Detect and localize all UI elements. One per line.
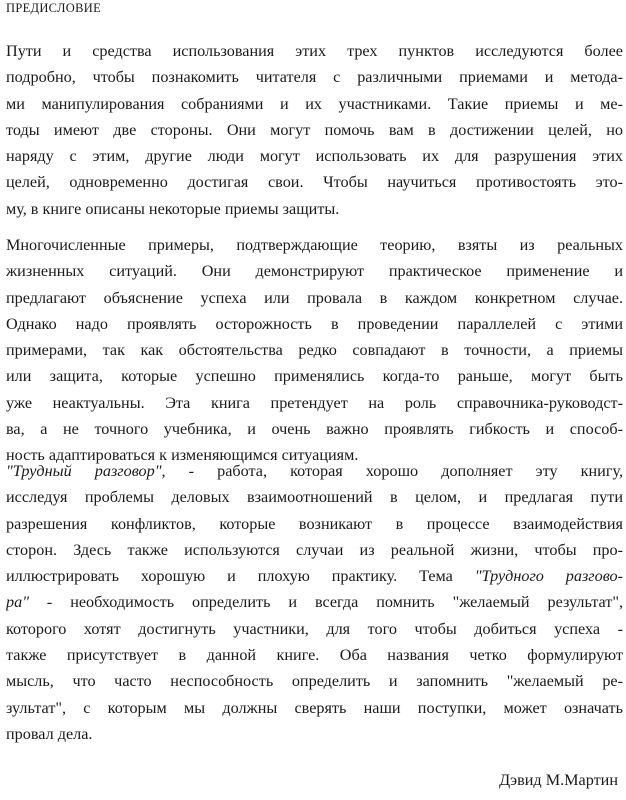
text-line: примерами, так как обстоятельства редко совпадают в точности, а приемы <box>6 341 623 360</box>
text-segment: - необходимость определить и всегда помнить "желаемый результат", <box>29 593 623 612</box>
text-line: разрешения конфликтов, которые возникают в процессе взаимодействия <box>6 514 623 533</box>
text-line: также присутствует в данной книге. Оба названия четко формулируют <box>6 646 623 665</box>
text-line <box>6 589 623 615</box>
text-line <box>6 563 623 589</box>
text-line: провал дела. <box>6 724 93 743</box>
italic-title: "Трудный разговор", <box>6 462 166 480</box>
author-signature: Дэвид М.Мартин <box>499 771 618 789</box>
text-line: целей, одновременно достигая свои. Чтобы научиться противостоять это- <box>6 173 623 192</box>
text-line: подробно, чтобы познакомить читателя с различными приемами и метода- <box>6 68 623 87</box>
text-line: сторон. Здесь также используются случаи из реальной жизни, чтобы про- <box>6 540 623 559</box>
text-line: которого хотят достигнуть участники, для того чтобы добиться успеха - <box>6 619 623 638</box>
italic-title: "Трудного разгово- <box>474 567 623 586</box>
text-line: Однако надо проявлять осторожность в проведении параллелей с этими <box>6 314 623 333</box>
text-line: исследуя проблемы деловых взаимоотношений в целом, и предлагая пути <box>6 488 623 507</box>
text-line: мысль, что часто неспособность определить и запомнить "желаемый ре- <box>6 672 623 691</box>
text-line: му, в книге описаны некоторые приемы защиты. <box>6 199 340 218</box>
text-segment: иллюстрировать хорошую и плохую практику. Тема <box>6 567 475 586</box>
paragraph-3 <box>6 458 623 747</box>
text-line <box>6 458 623 484</box>
italic-title: ра" <box>6 593 29 612</box>
text-line: ность адаптироваться к изменяющимся ситуациям. <box>6 446 359 465</box>
text-line: ми манипулирования собраниями и их участниками. Такие приемы и ме- <box>6 94 623 113</box>
page-header: ПРЕДИСЛОВИЕ <box>6 1 101 15</box>
text-line: тоды имеют две стороны. Они могут помочь вам в достижении целей, но <box>6 120 623 139</box>
text-segment: - работа, которая хорошо дополняет эту книгу, <box>165 462 623 480</box>
text-line: наряду с этим, другие люди могут использовать их для разрушения этих <box>6 147 623 166</box>
text-line: предлагают объяснение успеха или провала в каждом конкретном случае. <box>6 288 623 307</box>
paragraph-2 <box>6 232 623 469</box>
text-line: ва, а не точного учебника, и очень важно проявлять гибкость и способ- <box>6 420 623 439</box>
text-line: зультат", с которым мы должны сверять наши поступки, может означать <box>6 698 623 717</box>
text-line: уже неактуальны. Эта книга претендует на роль справочника-руководст- <box>6 393 623 412</box>
text-line: или защита, которые успешно применялись когда-то раньше, могут быть <box>6 367 623 386</box>
text-line: Пути и средства использования этих трех пунктов исследуются более <box>6 42 623 60</box>
text-line: жизненных ситуаций. Они демонстрируют практическое применение и <box>6 262 623 281</box>
paragraph-1 <box>6 38 623 222</box>
text-line: Многочисленные примеры, подтверждающие теорию, взяты из реальных <box>6 236 623 254</box>
